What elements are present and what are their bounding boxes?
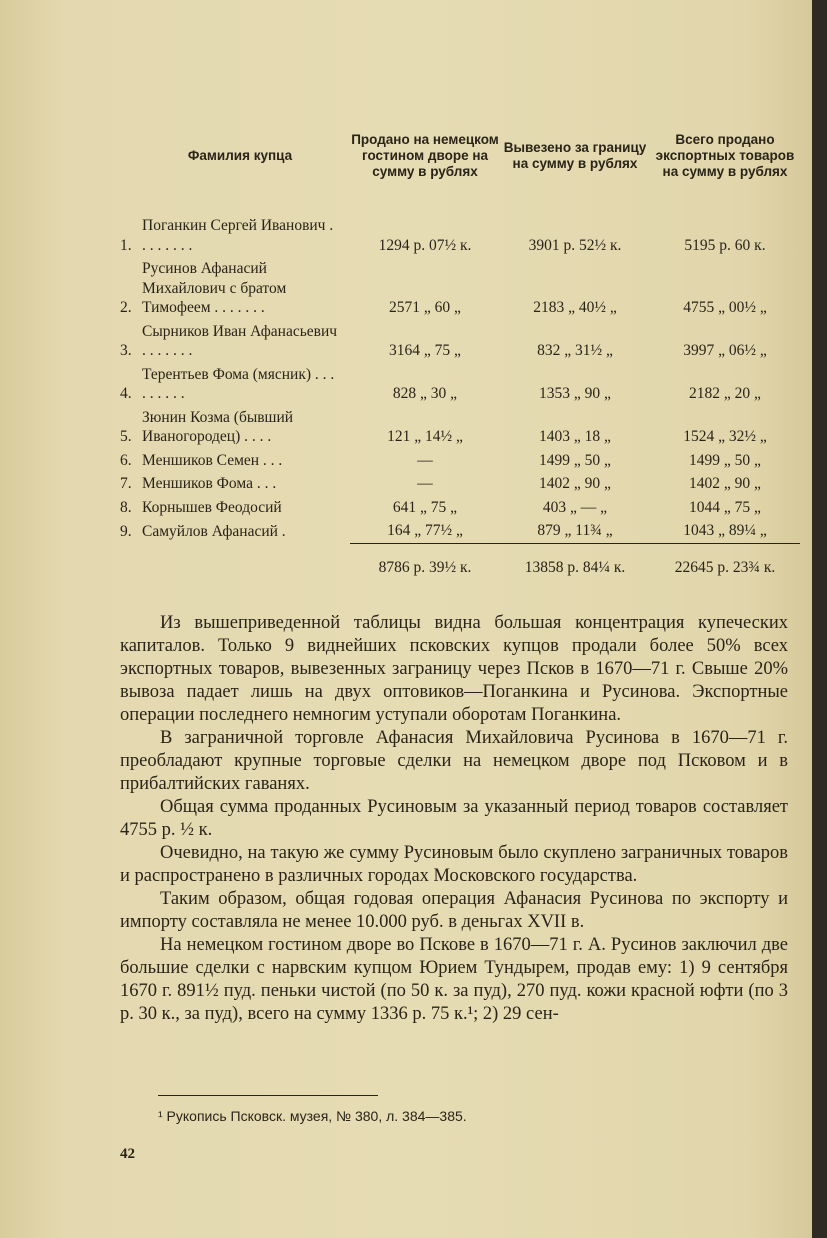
merchant-name: Самуйлов Афанасий . xyxy=(142,522,286,540)
row-number: 7. xyxy=(120,475,132,492)
body-text xyxy=(120,612,788,1026)
table-row xyxy=(120,257,800,320)
table-row xyxy=(120,363,800,406)
paragraph: Общая сумма проданных Русиновым за указанный период товаров составляет 4755 р. ½ к. xyxy=(120,797,788,840)
header-sold-german-yard: Продано на немецком гостином дворе на сумму в рублях xyxy=(351,132,499,179)
paragraph: Из вышеприведенной таблицы видна большая концентрация купеческих капиталов. Только 9 виднейших псковских купцов продали более 50% всех экспортных товаров, вывезенных заграницу через Псков в 1670—71 г. Свыше 20% вывоза падает лишь на двух оптовиков—Поганкина и Русинова. Экспортные операции последнего немногим уступали оборотам Поганкина. xyxy=(120,613,788,725)
paragraph: Очевидно, на такую же сумму Русиновым было скуплено заграничных товаров и распространено в различных городах Московского государства. xyxy=(120,843,788,886)
table-row xyxy=(120,519,800,543)
total-exported: 13858 р. 84¼ к. xyxy=(500,543,650,579)
row-number: 1. xyxy=(120,236,132,254)
sold-value: 121 „ 14½ „ xyxy=(387,428,463,445)
exported-value: 3901 р. 52½ к. xyxy=(528,236,622,254)
merchant-name: Терентьев Фома (мясник) . . . . . . . . . xyxy=(142,365,335,402)
exported-value: 1499 „ 50 „ xyxy=(539,451,611,469)
total-overall: 22645 р. 23¾ к. xyxy=(650,543,800,579)
table-row xyxy=(120,406,800,449)
table-row xyxy=(120,496,800,520)
exported-value: 403 „ — „ xyxy=(542,498,608,516)
exported-value: 1403 „ 18 „ xyxy=(539,428,611,445)
merchant-name: Меншиков Семен . . . xyxy=(142,451,283,469)
exported-value: 2183 „ 40½ „ xyxy=(533,299,617,316)
paragraph: На немецком гостином дворе во Пскове в 1670—71 г. А. Русинов заключил две большие сделки с нарвским купцом Юрием Тундырем, продав ему: 1) 9 сентября 1670 г. 891½ пуд. пеньки чистой (по 50 к. за пуд), 270 пуд. кожи красной юфти (по 3 р. 30 к., за пуд), всего на сумму 1336 р. 75 к.¹; 2) 29 сен- xyxy=(120,935,788,1024)
merchant-name: Корнышев Феодосий xyxy=(142,498,282,516)
sold-value: 641 „ 75 „ xyxy=(392,498,458,516)
total-value: 2182 „ 20 „ xyxy=(689,385,761,402)
page-number: 42 xyxy=(120,1146,135,1162)
sold-value: 1294 р. 07½ к. xyxy=(378,236,472,254)
sold-value: — xyxy=(417,451,433,469)
total-sold: 8786 р. 39½ к. xyxy=(350,543,500,579)
exported-value: 1402 „ 90 „ xyxy=(539,475,611,492)
sold-value: 3164 „ 75 „ xyxy=(389,342,461,359)
table-header-row xyxy=(120,108,800,214)
row-number: 9. xyxy=(120,522,132,540)
total-value: 1524 „ 32½ „ xyxy=(683,428,767,445)
total-value: 1043 „ 89¼ „ xyxy=(683,522,767,539)
page-edge xyxy=(812,0,827,1238)
total-value: 1044 „ 75 „ xyxy=(689,498,761,516)
exported-value: 832 „ 31½ „ xyxy=(537,342,613,359)
merchant-name: Русинов Афанасий Михайлович с братом Тимофеем . . . . . . . xyxy=(142,260,287,316)
sold-value: — xyxy=(417,475,433,492)
merchant-name: Поганкин Сергей Иванович . . . . . . . . xyxy=(142,217,334,254)
total-value: 3997 „ 06½ „ xyxy=(683,342,767,359)
paragraph: Таким образом, общая годовая операция Афанасия Русинова по экспорту и импорту составляла не менее 10.000 руб. в деньгах XVII в. xyxy=(120,889,788,932)
sold-value: 828 „ 30 „ xyxy=(392,385,458,402)
total-value: 4755 „ 00½ „ xyxy=(683,299,767,316)
row-number: 5. xyxy=(120,428,132,445)
row-number: 8. xyxy=(120,498,132,516)
merchant-name: Сырников Иван Афанасьевич . . . . . . . xyxy=(142,322,338,359)
row-number: 6. xyxy=(120,451,132,469)
paragraph: В заграничной торговле Афанасия Михайловича Русинова в 1670—71 г. преобладают крупные торговые сделки на немецком дворе под Псковом и в прибалтийских гаванях. xyxy=(120,728,788,794)
table-row xyxy=(120,320,800,363)
total-value: 1402 „ 90 „ xyxy=(689,475,761,492)
footnote-divider xyxy=(158,1095,378,1096)
merchant-name: Зюнин Козма (бывший Иваногородец) . . . . xyxy=(142,408,294,445)
sold-value: 164 „ 77½ „ xyxy=(387,522,463,539)
totals-row xyxy=(120,543,800,579)
sold-value: 2571 „ 60 „ xyxy=(389,299,461,316)
exported-value: 1353 „ 90 „ xyxy=(539,385,611,402)
row-number: 4. xyxy=(120,385,132,402)
exported-value: 879 „ 11¾ „ xyxy=(537,522,613,539)
table-row xyxy=(120,472,800,496)
merchants-table xyxy=(120,108,800,579)
footnote: ¹ Рукопись Псковск. музея, № 380, л. 384—385. xyxy=(158,1108,467,1124)
header-exported-abroad: Вывезено за границу на сумму в рублях xyxy=(503,140,647,171)
table-row xyxy=(120,214,800,257)
total-value: 1499 „ 50 „ xyxy=(689,451,761,469)
row-number: 2. xyxy=(120,299,132,316)
header-merchant-name: Фамилия купца xyxy=(187,148,293,163)
table-row xyxy=(120,449,800,473)
row-number: 3. xyxy=(120,342,132,359)
total-value: 5195 р. 60 к. xyxy=(684,236,766,254)
header-total-export: Всего продано экспортных товаров на сумму в рублях xyxy=(655,132,795,179)
merchant-name: Меншиков Фома . . . xyxy=(142,475,277,492)
